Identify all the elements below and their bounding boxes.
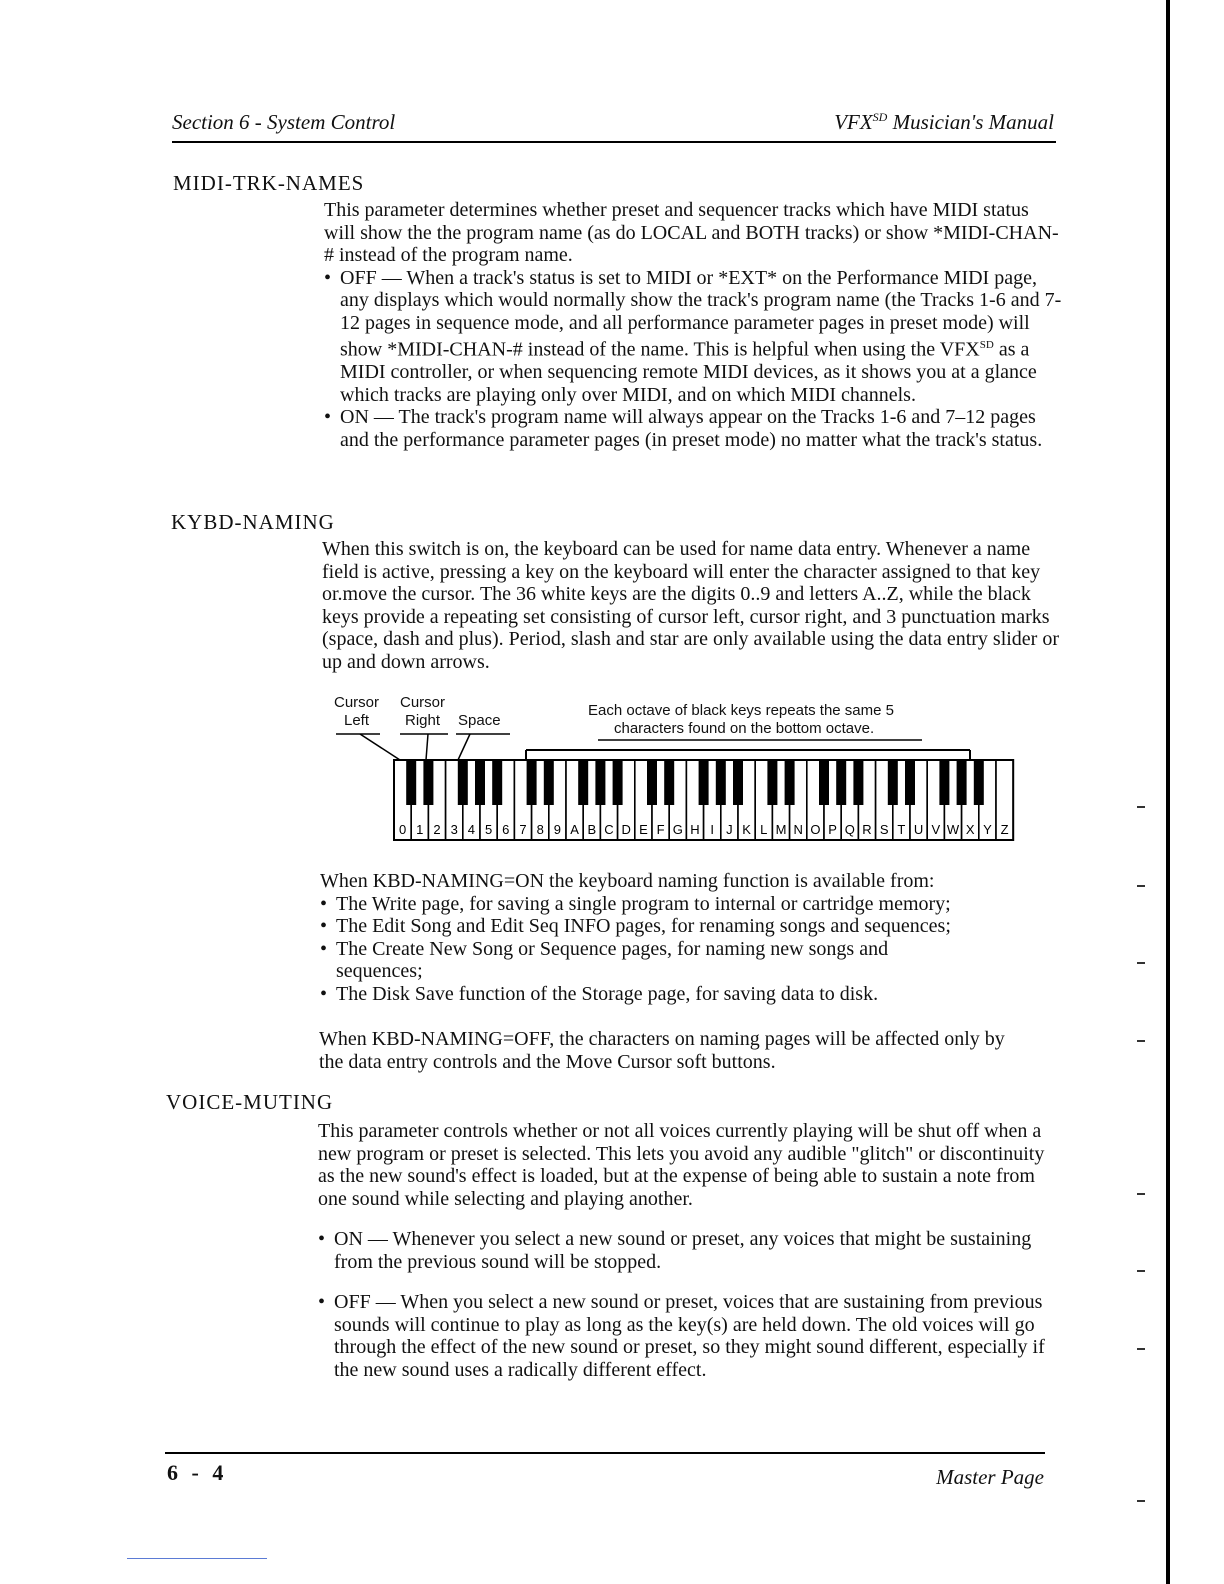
white-key-label: V — [931, 822, 941, 837]
black-key — [939, 760, 949, 805]
label-octave-note-line2: characters found on the bottom octave. — [614, 720, 875, 737]
label-cursor-left: Cursor Left — [334, 694, 380, 729]
margin-mark — [1137, 806, 1145, 808]
keyboard-diagram — [330, 692, 1020, 852]
black-key — [905, 760, 915, 805]
white-key-label: C — [604, 822, 614, 837]
black-key — [957, 760, 967, 805]
kybd-naming-off-note: When KBD-NAMING=OFF, the characters on naming pages will be affected only by the data entry controls and the Move Cursor soft buttons. — [319, 1028, 1005, 1073]
black-key — [699, 760, 709, 805]
page-number: 6 - 4 — [167, 1460, 228, 1485]
page-edge-rule — [1166, 0, 1170, 1584]
header-manual-title: $VFX^{SD}$ Musician's Manual — [834, 110, 1054, 134]
black-key — [458, 760, 468, 805]
header-section-title: Section 6 - System Control — [172, 110, 396, 134]
black-key — [853, 760, 863, 805]
label-cursor-right: Cursor Right — [400, 694, 446, 729]
white-key-label: 2 — [433, 822, 441, 837]
black-key — [475, 760, 485, 805]
footer-rule — [165, 1452, 1045, 1454]
white-key-label: 6 — [502, 822, 510, 837]
black-key — [578, 760, 588, 805]
black-key — [595, 760, 605, 805]
label-space: Space — [458, 712, 501, 729]
black-key — [888, 760, 898, 805]
black-key — [613, 760, 623, 805]
availability-intro: When KBD-NAMING=ON the keyboard naming function is available from: — [320, 870, 935, 892]
black-key — [664, 760, 674, 805]
white-key-label: W — [946, 822, 960, 837]
black-key — [492, 760, 502, 805]
heading-voice-muting: VOICE-MUTING — [166, 1090, 334, 1114]
kybd-naming-intro: When this switch is on, the keyboard can be used for name data entry. Whenever a name field is active, pressing a key on the keyboard will enter the character assigned to that key or.move the cursor. The 36 white keys are the digits 0..9 and letters A..Z, while the black keys provide a repeating set consisting of cursor left, cursor right, and 3 punctuation marks (space, dash and plus). Period, slash and star are only available using the data entry slider or up and down arrows. — [322, 538, 1060, 673]
black-key — [836, 760, 846, 805]
white-key-label: 7 — [519, 822, 527, 837]
margin-mark — [1137, 962, 1145, 964]
margin-mark — [1137, 1348, 1145, 1350]
heading-kybd-naming: KYBD-NAMING — [171, 510, 335, 534]
availability-item: • The Create New Song or Sequence pages, for naming new songs and sequences; — [320, 938, 1060, 983]
black-key — [819, 760, 829, 805]
margin-mark — [1137, 1040, 1145, 1042]
white-key-label: P — [828, 822, 837, 837]
black-key — [733, 760, 743, 805]
voice-muting-on-bullet: • ON — Whenever you select a new sound or preset, any voices that might be sustaining from the previous sound will be stopped. — [318, 1228, 1058, 1273]
midi-trk-names-body — [324, 199, 1062, 451]
white-key-label: A — [570, 822, 579, 837]
voice-muting-off-bullet: • OFF — When you select a new sound or preset, voices that are sustaining from previous sounds will continue to play as long as the key(s) are held down. The old voices will go through the effect of the new sound or preset, so they might sound different, especially if the new sound uses a radically different effect. — [318, 1291, 1058, 1381]
margin-mark — [1137, 885, 1145, 887]
footer-label: Master Page — [936, 1465, 1044, 1489]
black-key — [767, 760, 777, 805]
white-key-label: 1 — [416, 822, 424, 837]
black-key — [527, 760, 537, 805]
black-key — [785, 760, 795, 805]
white-key-label: B — [587, 822, 597, 837]
space-pointer — [458, 734, 470, 760]
white-key-label: 5 — [484, 822, 493, 837]
white-key-label: S — [879, 822, 889, 837]
white-key-label: 0 — [398, 822, 407, 837]
white-key-label: H — [690, 822, 700, 837]
white-key-label: N — [793, 822, 803, 837]
white-key-label: Y — [983, 822, 992, 837]
white-key-label: 3 — [450, 822, 458, 837]
black-key — [716, 760, 726, 805]
keyboard-svg — [330, 692, 1020, 852]
midi-trk-names-on-bullet: • ON — The track's program name will always appear on the Tracks 1-6 and 7–12 pages and the performance parameter pages (in preset mode) no matter what the track's status. — [324, 406, 1062, 451]
margin-mark — [1137, 1500, 1145, 1502]
black-key — [544, 760, 554, 805]
white-key-label: L — [760, 822, 768, 837]
label-octave-note-line1: Each octave of black keys repeats the same 5 — [588, 702, 894, 719]
voice-muting-intro: This parameter controls whether or not all voices currently playing will be shut off when a new program or preset is selected. This lets you avoid any audible "glitch" or discontinuity as the new sound's effect is loaded, but at the expense of being able to sustain a note from one sound while selecting and playing another. — [318, 1120, 1045, 1210]
white-key-label: M — [775, 822, 787, 837]
availability-item: • The Disk Save function of the Storage page, for saving data to disk. — [320, 983, 1060, 1006]
black-key — [647, 760, 657, 805]
heading-midi-trk-names: MIDI-TRK-NAMES — [173, 171, 365, 195]
black-key — [423, 760, 433, 805]
cursor-left-pointer — [360, 734, 400, 760]
black-key — [406, 760, 416, 805]
white-key-label: Z — [1000, 822, 1009, 837]
header-rule — [172, 141, 1056, 143]
scan-artifact-line — [127, 1558, 267, 1559]
white-key-label: G — [672, 822, 683, 837]
availability-item: • The Write page, for saving a single program to internal or cartridge memory; — [320, 893, 1060, 916]
black-key — [974, 760, 984, 805]
white-key-label: I — [710, 822, 715, 837]
white-key-label: 8 — [536, 822, 544, 837]
white-key-label: T — [897, 822, 906, 837]
white-key-label: J — [726, 822, 733, 837]
voice-muting-body — [318, 1120, 1058, 1381]
white-key-label: D — [621, 822, 631, 837]
white-key-label: U — [913, 822, 924, 837]
white-key-label: E — [639, 822, 648, 837]
midi-trk-names-intro: This parameter determines whether preset and sequencer tracks which have MIDI status will show the the program name (as do LOCAL and BOTH tracks) or show *MIDI-CHAN-# instead of the program name. — [324, 199, 1059, 266]
white-key-label: K — [742, 822, 751, 837]
white-key-label: O — [810, 822, 821, 837]
white-key-label: 9 — [553, 822, 562, 837]
white-key-label: R — [862, 822, 872, 837]
margin-mark — [1137, 1193, 1145, 1195]
white-key-label: F — [656, 822, 665, 837]
availability-item: • The Edit Song and Edit Seq INFO pages, for renaming songs and sequences; — [320, 915, 1060, 938]
kybd-naming-availability — [320, 870, 1060, 1005]
white-key-label: Q — [844, 822, 855, 837]
white-key-label: X — [965, 822, 975, 837]
cursor-right-pointer — [426, 734, 428, 760]
white-key-label: 4 — [467, 822, 476, 837]
midi-trk-names-off-bullet: • OFF — When a track's status is set to MIDI or *EXT* on the Performance MIDI page, any displays which would normally show the track's program name (the Tracks 1-6 and 7-12 pages in sequence mode, and all performance parameter pages in preset mode) will show *MIDI-CHAN-# instead of the name. This is helpful when using the $VFX^{SD}$ as a MIDI controller, or when sequencing remote MIDI devices, as it shows you at a glance which tracks are playing only over MIDI, and on which MIDI channels. — [324, 267, 1062, 407]
margin-mark — [1137, 1270, 1145, 1272]
